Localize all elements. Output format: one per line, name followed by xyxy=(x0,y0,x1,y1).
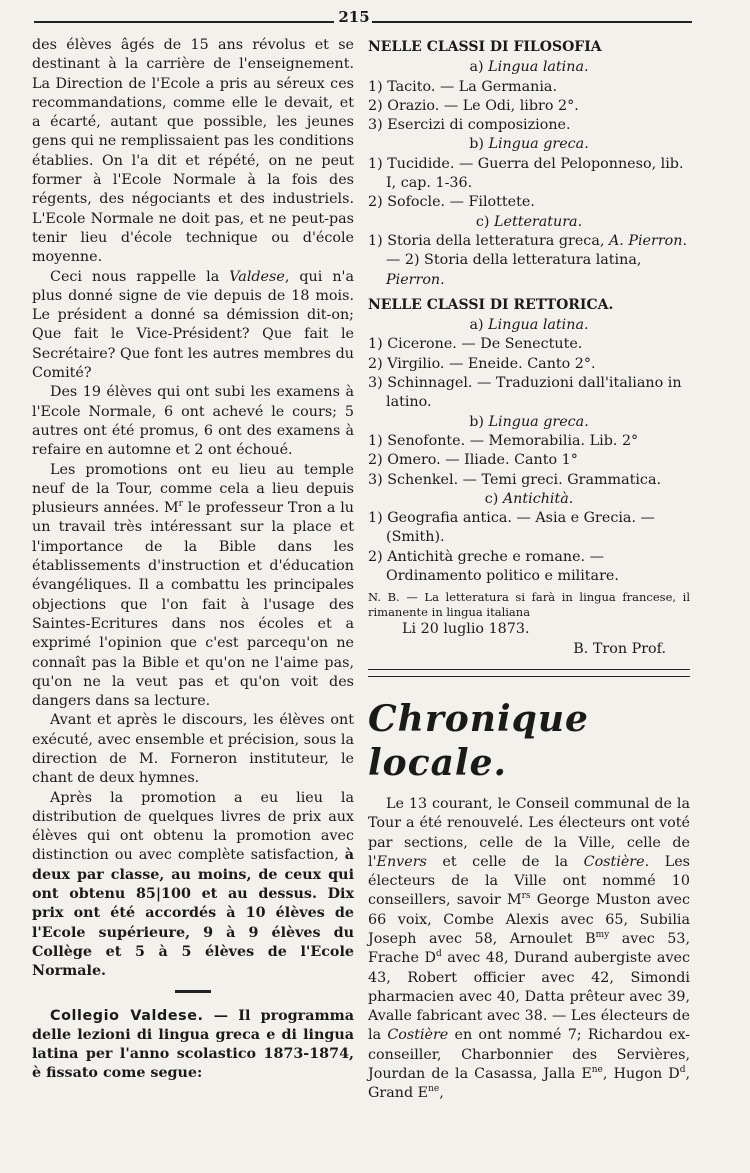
section-double-rule xyxy=(368,669,690,677)
text-run-bold: — Il programma delle lezioni di lingua greca e di lingua latina per l'anno scolastico 1873-1874, è fissato come segue: xyxy=(32,1007,354,1082)
subhead-letter: a) xyxy=(469,317,489,334)
date-line: Li 20 luglio 1873. xyxy=(402,621,530,638)
list-item xyxy=(368,232,690,290)
list-item: 3) Schenkel. — Temi greci. Grammatica. xyxy=(368,471,662,488)
text-run-italic: A. Pierron xyxy=(608,232,683,249)
text-run: et celle de la xyxy=(426,853,584,870)
text-run: . — 2) Storia della letteratura latina, xyxy=(386,232,688,269)
text-run: , xyxy=(439,1085,444,1102)
list-item: 2) Sofocle. — Filottete. xyxy=(368,194,535,211)
text-superscript: rs xyxy=(521,891,531,902)
section-divider xyxy=(175,990,211,993)
subhead-label: Lingua greca. xyxy=(488,136,589,153)
paragraph-promotions xyxy=(32,461,354,712)
subhead-label: Lingua latina. xyxy=(488,317,589,334)
text-superscript: ne xyxy=(591,1065,603,1076)
right-column xyxy=(368,36,690,1104)
list-item: 3) Esercizi di composizione. xyxy=(368,117,571,134)
text-run-italic: Pierron. xyxy=(386,271,445,288)
text-run: Les promotions ont eu lieu au temple neuf de la Tour, comme cela a lieu depuis plusieurs années. M xyxy=(32,461,354,517)
subhead-fil-c xyxy=(368,213,690,232)
text-run-bold: à deux par classe, au moins, de ceux qui ont obtenu 85|100 et au dessus. Dix prix ont été accordés à 10 élèves de l'Ecole supérieure, 9 à 9 élèves du Collège et 5 à 5 élèves de l'Ecole Normale. xyxy=(32,847,354,980)
paragraph-valdese xyxy=(32,268,354,384)
text-run-italic: Costière xyxy=(387,1027,449,1044)
text-run: 1) Storia della letteratura greca, xyxy=(368,232,609,249)
paragraph-chronique xyxy=(368,795,690,1104)
text-run: Ceci nous rappelle la xyxy=(50,268,230,285)
left-column xyxy=(32,36,354,1084)
subhead-label: Antichità. xyxy=(502,490,574,507)
text-superscript: r xyxy=(178,499,183,510)
text-superscript: d xyxy=(679,1065,686,1076)
text-run: le professeur Tron a lu un travail très intéressant sur la place et l'importance de la Bible dans les établissements d'instruction et d'éducation évangéliques. Il a combattu les principales objections que l'on fait à l'usage des Saintes-Ecritures dans nos écoles et a exprimé l'opinion que c'est parcequ'on ne connaît pas la Bible et qu'on ne l'aime pas, qu'on ne la veut pas et qu'on voit des dangers dans sa lecture. xyxy=(32,500,354,710)
text-run: George Muston avec 66 voix, Combe Alexis avec 65, Subilia Joseph avec 58, Arnoulet B xyxy=(368,892,690,947)
subhead-label: Lingua latina. xyxy=(488,59,589,76)
paragraph-ecole-normale: des élèves âgés de 15 ans révolus et se destinant à la carrière de l'enseignement. La Direction de l'Ecole a pris au séreux ces recommandations, comme elle le devait, et a écarté, autant que possible, les jeunes gens qui ne remplissaient pas les conditions établies. On l'a dit et répété, on ne peut former à l'Ecole Normale à la fois des régents, des négociants et des industriels. L'Ecole Normale ne doit pas, et ne peut-pas tenir lieu d'école technique ou d'école moyenne. xyxy=(32,37,354,266)
text-run: . Les électeurs de la Ville ont nommé 10 conseillers, savoir M xyxy=(368,853,690,909)
subhead-ret-b xyxy=(368,413,690,432)
text-superscript: ne xyxy=(428,1084,440,1095)
text-run-italic: Envers xyxy=(376,853,427,870)
subhead-ret-a xyxy=(368,316,690,335)
subhead-letter: c) xyxy=(484,490,503,507)
text-run-italic: Valdese xyxy=(229,268,285,285)
list-item: 2) Antichità greche e romane. — Ordinamento politico e militare. xyxy=(368,548,619,585)
list-item: 2) Orazio. — Le Odi, libro 2°. xyxy=(368,97,579,114)
list-item: 1) Senofonte. — Memorabilia. Lib. 2° xyxy=(368,432,639,449)
subhead-fil-b xyxy=(368,135,690,154)
collegio-heading: Collegio Valdese. xyxy=(50,1007,204,1024)
text-run-italic: Costière xyxy=(583,853,645,870)
text-run: Le 13 courant, le Conseil communal de la Tour a été renouvelé. Les électeurs ont voté par sections, celle de la Ville, celle de l' xyxy=(368,795,690,870)
subhead-fil-a xyxy=(368,58,690,77)
signature: B. Tron Prof. xyxy=(573,640,666,657)
heading-filosofia: NELLE CLASSI DI FILOSOFIA xyxy=(368,39,602,55)
list-item: 2) Virgilio. — Eneide. Canto 2°. xyxy=(368,355,596,372)
text-superscript: d xyxy=(435,949,442,960)
heading-rettorica: NELLE CLASSI DI RETTORICA. xyxy=(368,296,614,313)
subhead-label: Lingua greca. xyxy=(488,413,589,430)
text-run: avec 48, Durand aubergiste avec 43, Robert officier avec 42, Simondi pharmacien avec 40, Datta prêteur avec 39, Avalle fabricant avec 38. — Les électeurs de la xyxy=(368,950,690,1044)
header-rule-right xyxy=(372,21,692,23)
subhead-ret-c xyxy=(368,490,690,509)
chronique-title: Chronique locale. xyxy=(368,697,589,784)
subhead-letter: b) xyxy=(469,136,489,153)
page-number: 215 xyxy=(338,8,370,26)
paragraph-discours: Avant et après le discours, les élèves ont exécuté, avec ensemble et précision, sous la direction de M. Forneron instituteur, le chant de deux hymnes. xyxy=(32,712,354,787)
subhead-letter: a) xyxy=(469,59,489,76)
list-item: 1) Cicerone. — De Senectute. xyxy=(368,336,583,353)
paragraph-distribution xyxy=(32,789,354,982)
subhead-label: Letteratura. xyxy=(494,213,583,230)
text-run: , Grand E xyxy=(368,1066,690,1102)
list-item: 2) Omero. — Iliade. Canto 1° xyxy=(368,452,578,469)
text-superscript: my xyxy=(595,930,610,941)
list-item: 1) Geografia antica. — Asia e Grecia. — (Smith). xyxy=(368,510,655,546)
list-item: 1) Tacito. — La Germania. xyxy=(368,78,557,95)
paragraph-examens: Des 19 élèves qui ont subi les examens à l'Ecole Normale, 6 ont achevé le cours; 5 autres ont été promus, 6 ont des examens à refaire en automne et 2 ont échoué. xyxy=(32,384,354,459)
subhead-letter: b) xyxy=(469,413,489,430)
note-nb: N. B. — La letteratura si farà in lingua francese, il rimanente in lingua italiana xyxy=(368,590,690,620)
subhead-letter: c) xyxy=(475,213,494,230)
paragraph-collegio xyxy=(32,1007,354,1084)
text-run: avec 53, Frache D xyxy=(368,930,690,967)
text-run: , qui n'a plus donné signe de vie depuis de 18 mois. Le président a donné sa démission dit-on; Que fait le Vice-Président? Que fait le Secrétaire? Que font les autres membres du Comité? xyxy=(32,268,355,382)
text-run: Après la promotion a eu lieu la distribution de quelques livres de prix aux élèves qui ont obtenu la promotion avec distinction ou avec complète satisfaction, xyxy=(32,789,354,864)
text-run: en ont nommé 7; Richardou ex-conseiller, Charbonnier des Servières, Jourdan de la Casassa, Jalla E xyxy=(368,1027,690,1083)
text-run: , Hugon D xyxy=(602,1066,680,1083)
list-item: 3) Schinnagel. — Traduzioni dall'italiano in latino. xyxy=(368,375,682,411)
list-item: 1) Tucidide. — Guerra del Peloponneso, lib. I, cap. 1-36. xyxy=(368,155,684,192)
header-rule-left xyxy=(34,21,334,23)
